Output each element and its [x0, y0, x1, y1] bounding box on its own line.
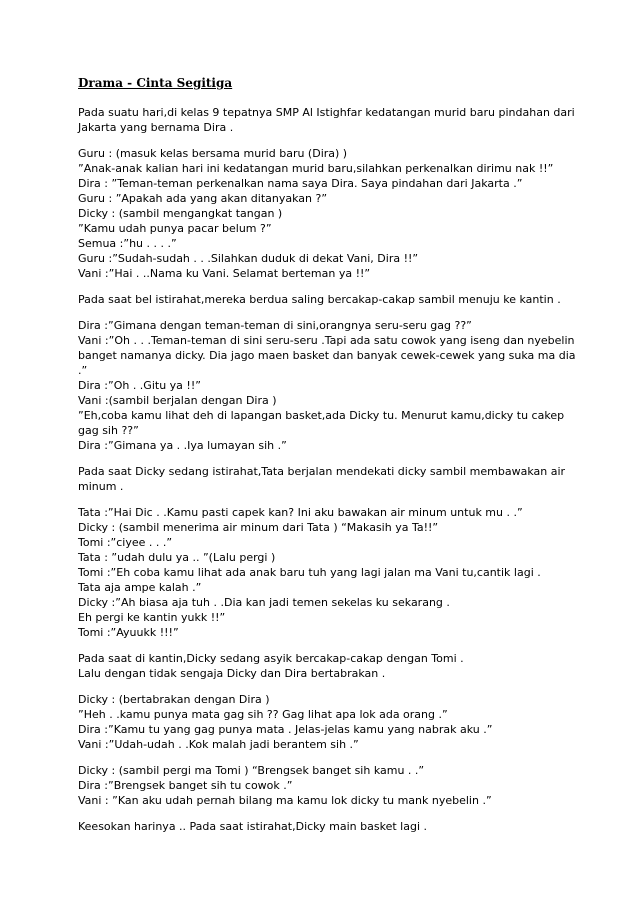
text-line: Dira :”Kamu tu yang gag punya mata . Jelas-jelas kamu yang nabrak aku .” — [78, 723, 493, 736]
text-line: Tata : ”udah dulu ya .. ”(Lalu pergi ) — [78, 551, 276, 564]
text-line: Dira :”Brengsek banget sih tu cowok .” — [78, 779, 293, 792]
text-line: Dicky : (sambil pergi ma Tomi ) “Brengsek banget sih kamu . .” — [78, 764, 425, 777]
text-line: Keesokan harinya .. Pada saat istirahat,Dicky main basket lagi . — [78, 820, 427, 833]
text-line: Jakarta yang bernama Dira . — [78, 121, 234, 134]
document-page — [78, 75, 578, 845]
text-line: Dira :”Gimana ya . .Iya lumayan sih .” — [78, 439, 287, 452]
paragraph — [78, 651, 578, 681]
text-line: Guru : ”Apakah ada yang akan ditanyakan ?” — [78, 192, 328, 205]
paragraph — [78, 146, 578, 281]
text-line: Vani :”Udah-udah . .Kok malah jadi berantem sih .” — [78, 738, 359, 751]
paragraph — [78, 105, 578, 135]
text-line: Dira :”Gimana dengan teman-teman di sini,orangnya seru-seru gag ??” — [78, 319, 472, 332]
text-line: Tomi :”Eh coba kamu lihat ada anak baru tuh yang lagi jalan ma Vani tu,cantik lagi . — [78, 566, 541, 579]
text-line: Vani : ”Kan aku udah pernah bilang ma kamu lok dicky tu mank nyebelin .” — [78, 794, 492, 807]
text-line: Pada saat di kantin,Dicky sedang asyik bercakap-cakap dengan Tomi . — [78, 652, 464, 665]
text-line: Vani :(sambil berjalan dengan Dira ) — [78, 394, 277, 407]
text-line: Dicky :”Ah biasa aja tuh . .Dia kan jadi temen sekelas ku sekarang . — [78, 596, 450, 609]
paragraph — [78, 318, 578, 453]
paragraph — [78, 763, 578, 808]
text-line: Pada saat bel istirahat,mereka berdua saling bercakap-cakap sambil menuju ke kantin . — [78, 293, 561, 306]
text-line: Eh pergi ke kantin yukk !!” — [78, 611, 226, 624]
paragraph — [78, 292, 578, 307]
text-line: Dicky : (bertabrakan dengan Dira ) — [78, 693, 270, 706]
text-line: Pada suatu hari,di kelas 9 tepatnya SMP Al Istighfar kedatangan murid baru pindahan dari — [78, 106, 575, 119]
document-title: Drama - Cinta Segitiga — [78, 76, 233, 90]
document-body — [78, 105, 578, 834]
text-line: Pada saat Dicky sedang istirahat,Tata berjalan mendekati dicky sambil membawakan air — [78, 465, 566, 478]
paragraph — [78, 464, 578, 494]
text-line: .” — [78, 364, 88, 377]
text-line: Tomi :”ciyee . . .” — [78, 536, 173, 549]
text-line: Tata :”Hai Dic . .Kamu pasti capek kan? Ini aku bawakan air minum untuk mu . .” — [78, 506, 523, 519]
paragraph — [78, 505, 578, 640]
text-line: ”Anak-anak kalian hari ini kedatangan murid baru,silahkan perkenalkan dirimu nak !!” — [78, 162, 554, 175]
text-line: Vani :”Hai . ..Nama ku Vani. Selamat berteman ya !!” — [78, 267, 371, 280]
text-line: minum . — [78, 480, 124, 493]
text-line: gag sih ??” — [78, 424, 139, 437]
text-line: banget namanya dicky. Dia jago maen basket dan banyak cewek-cewek yang suka ma dia — [78, 349, 576, 362]
text-line: Lalu dengan tidak sengaja Dicky dan Dira bertabrakan . — [78, 667, 386, 680]
text-line: Guru : (masuk kelas bersama murid baru (Dira) ) — [78, 147, 348, 160]
text-line: Dicky : (sambil mengangkat tangan ) — [78, 207, 283, 220]
text-line: ”Eh,coba kamu lihat deh di lapangan basket,ada Dicky tu. Menurut kamu,dicky tu cakep — [78, 409, 565, 422]
text-line: Dira : ”Teman-teman perkenalkan nama saya Dira. Saya pindahan dari Jakarta .” — [78, 177, 523, 190]
paragraph — [78, 819, 578, 834]
text-line: Dicky : (sambil menerima air minum dari Tata ) “Makasih ya Ta!!” — [78, 521, 439, 534]
text-line: Dira :”Oh . .Gitu ya !!” — [78, 379, 201, 392]
text-line: Tata aja ampe kalah .” — [78, 581, 202, 594]
text-line: ”Kamu udah punya pacar belum ?” — [78, 222, 272, 235]
text-line: Semua :”hu . . . .” — [78, 237, 177, 250]
text-line: Guru :”Sudah-sudah . . .Silahkan duduk di dekat Vani, Dira !!” — [78, 252, 419, 265]
text-line: Vani :”Oh . . .Teman-teman di sini seru-seru .Tapi ada satu cowok yang iseng dan nyebelin — [78, 334, 575, 347]
text-line: Tomi :”Ayuukk !!!” — [78, 626, 179, 639]
paragraph — [78, 692, 578, 752]
text-line: ”Heh . .kamu punya mata gag sih ?? Gag lihat apa lok ada orang .” — [78, 708, 448, 721]
